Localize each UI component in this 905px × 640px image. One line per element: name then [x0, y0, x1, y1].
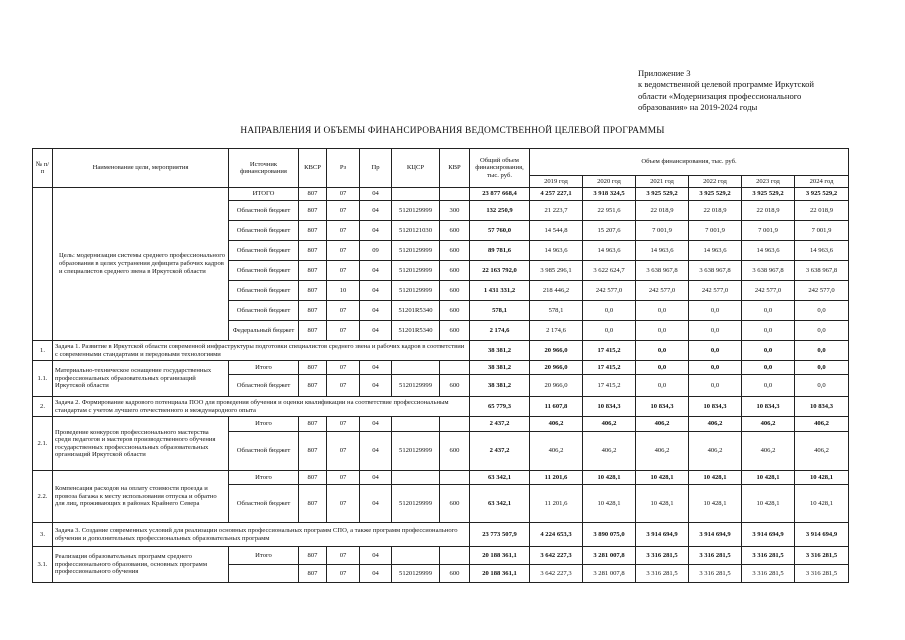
- task-description: Задача 2. Формирование кадрового потенциала ПОО для проведения обучения и оценки квалификации на соответствие профессиональным стандартам с учетом лучшего отечественного и международного опыта: [53, 397, 470, 417]
- year-value-cell: 0,0: [742, 361, 795, 375]
- table-row: [33, 397, 849, 417]
- kvsr-cell: 807: [299, 417, 327, 432]
- ksr-cell: 51201R5340: [392, 301, 440, 321]
- task-year-value: 3 890 075,0: [583, 523, 636, 547]
- kvr-cell: [440, 361, 470, 375]
- task-year-value: 0,0: [689, 341, 742, 361]
- pr-cell: 04: [360, 261, 392, 281]
- measure-num: 1.1.: [33, 361, 53, 397]
- year-value-cell: 14 963,6: [583, 241, 636, 261]
- source-cell: Областной бюджет: [229, 261, 299, 281]
- ksr-cell: [392, 361, 440, 375]
- task-total: 23 773 507,9: [470, 523, 530, 547]
- year-value-cell: 3 925 529,2: [795, 188, 849, 201]
- rz-cell: 07: [327, 301, 360, 321]
- year-value-cell: 0,0: [689, 375, 742, 397]
- year-value-cell: 14 963,6: [689, 241, 742, 261]
- year-value-cell: 10 428,1: [636, 485, 689, 523]
- year-value-cell: 2 174,6: [530, 321, 583, 341]
- year-value-cell: 10 428,1: [742, 485, 795, 523]
- header-num: № п/п: [33, 149, 53, 188]
- year-value-cell: 406,2: [636, 432, 689, 471]
- task-year-value: 0,0: [795, 341, 849, 361]
- kvsr-cell: 807: [299, 221, 327, 241]
- total-cell: 38 381,2: [470, 375, 530, 397]
- year-value-cell: 7 001,9: [742, 221, 795, 241]
- ksr-cell: 5120129999: [392, 241, 440, 261]
- task-year-value: 3 914 694,9: [795, 523, 849, 547]
- year-value-cell: 17 415,2: [583, 361, 636, 375]
- year-value-cell: 10 428,1: [583, 471, 636, 485]
- pr-cell: 04: [360, 188, 392, 201]
- year-value-cell: 4 257 227,1: [530, 188, 583, 201]
- task-year-value: 20 966,0: [530, 341, 583, 361]
- ksr-cell: [392, 188, 440, 201]
- year-value-cell: 3 622 624,7: [583, 261, 636, 281]
- year-value-cell: 22 951,6: [583, 201, 636, 221]
- kvsr-cell: 807: [299, 375, 327, 397]
- measure-description: Реализация образовательных программ среднего профессионального образования, основных программ профессионального обучения: [53, 547, 229, 583]
- table-row: [33, 361, 849, 375]
- task-year-value: 11 607,8: [530, 397, 583, 417]
- year-value-cell: 3 638 967,8: [742, 261, 795, 281]
- task-description: Задача 1. Развитие в Иркутской области современной инфраструктуры подготовки специалистов среднего звена и рабочих кадров в соответствии с современными стандартами и передовыми технологиями: [53, 341, 470, 361]
- measure-description: Проведение конкурсов профессионального мастерства среди педагогов и мастеров производственного обучения государственных профессиональных образовательных организаций Иркутской области: [53, 417, 229, 471]
- header-kvr: КВР: [440, 149, 470, 188]
- kvr-cell: 600: [440, 485, 470, 523]
- pr-cell: 04: [360, 471, 392, 485]
- year-value-cell: 3 316 281,5: [689, 547, 742, 565]
- source-cell: [229, 565, 299, 583]
- pr-cell: 09: [360, 241, 392, 261]
- kvsr-cell: 807: [299, 432, 327, 471]
- ksr-cell: [392, 471, 440, 485]
- kvr-cell: [440, 547, 470, 565]
- ksr-cell: 51201R5340: [392, 321, 440, 341]
- pr-cell: 04: [360, 301, 392, 321]
- kvr-cell: 600: [440, 301, 470, 321]
- year-value-cell: 242 577,0: [583, 281, 636, 301]
- ksr-cell: 5120129999: [392, 565, 440, 583]
- document-title: НАПРАВЛЕНИЯ И ОБЪЕМЫ ФИНАНСИРОВАНИЯ ВЕДОМСТВЕННОЙ ЦЕЛЕВОЙ ПРОГРАММЫ: [240, 126, 665, 136]
- total-cell: 20 188 361,1: [470, 565, 530, 583]
- table-row: [33, 547, 849, 565]
- kvr-cell: [440, 188, 470, 201]
- measure-num: 2.1.: [33, 417, 53, 471]
- pr-cell: 04: [360, 547, 392, 565]
- task-year-value: 3 914 694,9: [689, 523, 742, 547]
- source-cell: Итого: [229, 471, 299, 485]
- year-value-cell: 10 428,1: [795, 471, 849, 485]
- source-cell: Областной бюджет: [229, 485, 299, 523]
- task-total: 65 779,3: [470, 397, 530, 417]
- total-cell: 2 174,6: [470, 321, 530, 341]
- task-year-value: 10 834,3: [583, 397, 636, 417]
- kvr-cell: 600: [440, 261, 470, 281]
- appendix-line: к ведомственной целевой программе Иркутской: [638, 79, 814, 90]
- year-value-cell: 7 001,9: [636, 221, 689, 241]
- year-value-cell: 3 281 007,8: [583, 565, 636, 583]
- ksr-cell: [392, 547, 440, 565]
- year-value-cell: 14 963,6: [636, 241, 689, 261]
- source-cell: Областной бюджет: [229, 221, 299, 241]
- total-cell: 57 760,0: [470, 221, 530, 241]
- table-body: [33, 188, 849, 583]
- header-year: 2022 год: [689, 176, 742, 188]
- year-value-cell: 10 428,1: [742, 471, 795, 485]
- year-value-cell: 3 918 324,5: [583, 188, 636, 201]
- rz-cell: 07: [327, 201, 360, 221]
- year-value-cell: 0,0: [636, 321, 689, 341]
- year-value-cell: 3 316 281,5: [636, 547, 689, 565]
- table-row: [33, 188, 849, 201]
- kvr-cell: 600: [440, 281, 470, 301]
- year-value-cell: 11 201,6: [530, 471, 583, 485]
- measure-description: Материально-техническое оснащение государственных профессиональных образовательных организаций Иркутской области: [53, 361, 229, 397]
- source-cell: Итого: [229, 361, 299, 375]
- header-rz: Рз: [327, 149, 360, 188]
- task-description: Задача 3. Создание современных условий для реализации основных профессиональных программ СПО, а также программ профессионального обучения и дополнительных профессиональных образовательных программ: [53, 523, 470, 547]
- year-value-cell: 0,0: [795, 321, 849, 341]
- year-value-cell: 3 316 281,5: [795, 565, 849, 583]
- year-value-cell: 22 018,9: [636, 201, 689, 221]
- year-value-cell: 406,2: [583, 417, 636, 432]
- year-value-cell: 0,0: [636, 375, 689, 397]
- header-year: 2019 год: [530, 176, 583, 188]
- total-cell: 23 877 668,4: [470, 188, 530, 201]
- year-value-cell: 0,0: [689, 301, 742, 321]
- kvsr-cell: 807: [299, 547, 327, 565]
- year-value-cell: 10 428,1: [583, 485, 636, 523]
- year-value-cell: 3 316 281,5: [689, 565, 742, 583]
- year-value-cell: 3 281 007,8: [583, 547, 636, 565]
- pr-cell: 04: [360, 485, 392, 523]
- header-source: Источник финансирования: [229, 149, 299, 188]
- year-value-cell: 0,0: [795, 301, 849, 321]
- year-value-cell: 0,0: [742, 375, 795, 397]
- kvsr-cell: 807: [299, 201, 327, 221]
- rz-cell: 07: [327, 485, 360, 523]
- kvsr-cell: 807: [299, 485, 327, 523]
- task-num: 3.: [33, 523, 53, 547]
- header-year: 2020 год: [583, 176, 636, 188]
- year-value-cell: 20 966,0: [530, 375, 583, 397]
- ksr-cell: [392, 417, 440, 432]
- kvsr-cell: 807: [299, 261, 327, 281]
- year-value-cell: 21 223,7: [530, 201, 583, 221]
- task-year-value: 0,0: [742, 341, 795, 361]
- year-value-cell: 242 577,0: [795, 281, 849, 301]
- kvr-cell: 600: [440, 321, 470, 341]
- task-year-value: 4 224 653,3: [530, 523, 583, 547]
- ksr-cell: 5120129999: [392, 375, 440, 397]
- rz-cell: 07: [327, 361, 360, 375]
- kvr-cell: 600: [440, 375, 470, 397]
- year-value-cell: 406,2: [795, 417, 849, 432]
- task-year-value: 3 914 694,9: [742, 523, 795, 547]
- year-value-cell: 406,2: [636, 417, 689, 432]
- rz-cell: 07: [327, 432, 360, 471]
- rz-cell: 07: [327, 321, 360, 341]
- kvr-cell: 600: [440, 565, 470, 583]
- source-cell: Областной бюджет: [229, 432, 299, 471]
- source-cell: Областной бюджет: [229, 281, 299, 301]
- year-value-cell: 3 638 967,8: [636, 261, 689, 281]
- year-value-cell: 3 642 227,3: [530, 547, 583, 565]
- source-cell: Итого: [229, 417, 299, 432]
- ksr-cell: 5120129999: [392, 485, 440, 523]
- measure-description: Компенсация расходов на оплату стоимости проезда и провоза багажа к месту использования отпуска и обратно для лиц, проживающих в районах Крайнего Севера: [53, 471, 229, 523]
- kvsr-cell: 807: [299, 188, 327, 201]
- year-value-cell: 20 966,0: [530, 361, 583, 375]
- header-year: 2023 год: [742, 176, 795, 188]
- year-value-cell: 3 925 529,2: [636, 188, 689, 201]
- ksr-cell: 5120121030: [392, 221, 440, 241]
- goal-description: Цель: модернизация системы среднего профессионального образования в целях устранения дефицита рабочих кадров и специалистов среднего звена в Иркутской области: [53, 188, 229, 341]
- total-cell: 63 342,1: [470, 485, 530, 523]
- year-value-cell: 10 428,1: [636, 471, 689, 485]
- pr-cell: 04: [360, 321, 392, 341]
- task-year-value: 10 834,3: [742, 397, 795, 417]
- rz-cell: 07: [327, 241, 360, 261]
- total-cell: 22 163 792,0: [470, 261, 530, 281]
- kvsr-cell: 807: [299, 281, 327, 301]
- year-value-cell: 0,0: [795, 375, 849, 397]
- year-value-cell: 3 925 529,2: [742, 188, 795, 201]
- total-cell: 2 437,2: [470, 432, 530, 471]
- table-row: [33, 417, 849, 432]
- source-cell: ИТОГО: [229, 188, 299, 201]
- appendix-line: образования» на 2019-2024 годы: [638, 102, 758, 113]
- total-cell: 2 437,2: [470, 417, 530, 432]
- year-value-cell: 3 316 281,5: [795, 547, 849, 565]
- year-value-cell: 3 316 281,5: [636, 565, 689, 583]
- pr-cell: 04: [360, 281, 392, 301]
- year-value-cell: 10 428,1: [689, 485, 742, 523]
- pr-cell: 04: [360, 201, 392, 221]
- measure-num: 3.1.: [33, 547, 53, 583]
- year-value-cell: 3 316 281,5: [742, 547, 795, 565]
- total-cell: 20 188 361,1: [470, 547, 530, 565]
- year-value-cell: 22 018,9: [742, 201, 795, 221]
- year-value-cell: 14 544,8: [530, 221, 583, 241]
- kvsr-cell: 807: [299, 301, 327, 321]
- kvr-cell: 300: [440, 201, 470, 221]
- appendix-note: [638, 68, 878, 114]
- year-value-cell: 3 925 529,2: [689, 188, 742, 201]
- rz-cell: 07: [327, 547, 360, 565]
- header-name: Наименование цели, мероприятия: [53, 149, 229, 188]
- year-value-cell: 242 577,0: [636, 281, 689, 301]
- pr-cell: 04: [360, 417, 392, 432]
- year-value-cell: 3 638 967,8: [689, 261, 742, 281]
- year-value-cell: 578,1: [530, 301, 583, 321]
- financing-table: [32, 148, 849, 583]
- header-kvsr: КВСР: [299, 149, 327, 188]
- kvr-cell: [440, 471, 470, 485]
- task-year-value: 17 415,2: [583, 341, 636, 361]
- year-value-cell: 406,2: [583, 432, 636, 471]
- ksr-cell: 5120129999: [392, 201, 440, 221]
- header-volume: Объем финансирования, тыс. руб.: [530, 149, 849, 176]
- year-value-cell: 7 001,9: [689, 221, 742, 241]
- rz-cell: 07: [327, 471, 360, 485]
- year-value-cell: 242 577,0: [742, 281, 795, 301]
- task-year-value: 0,0: [636, 341, 689, 361]
- year-value-cell: 3 985 296,1: [530, 261, 583, 281]
- kvsr-cell: 807: [299, 241, 327, 261]
- year-value-cell: 406,2: [530, 417, 583, 432]
- year-value-cell: 14 963,6: [742, 241, 795, 261]
- year-value-cell: 0,0: [636, 301, 689, 321]
- task-year-value: 10 834,3: [689, 397, 742, 417]
- source-cell: Областной бюджет: [229, 375, 299, 397]
- year-value-cell: 0,0: [689, 321, 742, 341]
- year-value-cell: 3 316 281,5: [742, 565, 795, 583]
- kvsr-cell: 807: [299, 565, 327, 583]
- source-cell: Областной бюджет: [229, 301, 299, 321]
- source-cell: Областной бюджет: [229, 241, 299, 261]
- kvsr-cell: 807: [299, 361, 327, 375]
- year-value-cell: 406,2: [530, 432, 583, 471]
- year-value-cell: 406,2: [742, 417, 795, 432]
- year-value-cell: 0,0: [742, 301, 795, 321]
- total-cell: 63 342,1: [470, 471, 530, 485]
- kvr-cell: 600: [440, 432, 470, 471]
- kvsr-cell: 807: [299, 321, 327, 341]
- year-value-cell: 406,2: [742, 432, 795, 471]
- total-cell: 1 431 331,2: [470, 281, 530, 301]
- year-value-cell: 22 018,9: [689, 201, 742, 221]
- year-value-cell: 406,2: [689, 417, 742, 432]
- header-year: 2024 год: [795, 176, 849, 188]
- year-value-cell: 15 207,6: [583, 221, 636, 241]
- year-value-cell: 10 428,1: [689, 471, 742, 485]
- header-year: 2021 год: [636, 176, 689, 188]
- task-year-value: 3 914 694,9: [636, 523, 689, 547]
- kvr-cell: [440, 417, 470, 432]
- year-value-cell: 11 201,6: [530, 485, 583, 523]
- kvr-cell: 600: [440, 221, 470, 241]
- year-value-cell: 14 963,6: [530, 241, 583, 261]
- year-value-cell: 406,2: [795, 432, 849, 471]
- year-value-cell: 0,0: [583, 321, 636, 341]
- year-value-cell: 3 642 227,3: [530, 565, 583, 583]
- appendix-line: Приложение 3: [638, 68, 691, 78]
- table-row: [33, 523, 849, 547]
- table-row: [33, 471, 849, 485]
- rz-cell: 07: [327, 417, 360, 432]
- year-value-cell: 0,0: [795, 361, 849, 375]
- year-value-cell: 22 018,9: [795, 201, 849, 221]
- header-pr: Пр: [360, 149, 392, 188]
- appendix-line: области «Модернизация профессионального: [638, 90, 802, 101]
- kvr-cell: 600: [440, 241, 470, 261]
- year-value-cell: 0,0: [636, 361, 689, 375]
- year-value-cell: 0,0: [689, 361, 742, 375]
- task-year-value: 10 834,3: [636, 397, 689, 417]
- source-cell: Областной бюджет: [229, 201, 299, 221]
- rz-cell: 07: [327, 375, 360, 397]
- task-num: 1.: [33, 341, 53, 361]
- task-year-value: 10 834,3: [795, 397, 849, 417]
- pr-cell: 04: [360, 432, 392, 471]
- pr-cell: 04: [360, 221, 392, 241]
- total-cell: 578,1: [470, 301, 530, 321]
- header-ksr: КЦСР: [392, 149, 440, 188]
- source-cell: Итого: [229, 547, 299, 565]
- rz-cell: 07: [327, 565, 360, 583]
- pr-cell: 04: [360, 361, 392, 375]
- ksr-cell: 5120129999: [392, 281, 440, 301]
- rz-cell: 07: [327, 188, 360, 201]
- ksr-cell: 5120129999: [392, 261, 440, 281]
- pr-cell: 04: [360, 375, 392, 397]
- year-value-cell: 218 446,2: [530, 281, 583, 301]
- rz-cell: 07: [327, 221, 360, 241]
- total-cell: 132 250,9: [470, 201, 530, 221]
- header-total: Общий объем финансирования, тыс. руб.: [470, 149, 530, 188]
- year-value-cell: 7 001,9: [795, 221, 849, 241]
- num-cell: [33, 188, 53, 341]
- total-cell: 38 381,2: [470, 361, 530, 375]
- rz-cell: 10: [327, 281, 360, 301]
- year-value-cell: 406,2: [689, 432, 742, 471]
- kvsr-cell: 807: [299, 471, 327, 485]
- year-value-cell: 3 638 967,8: [795, 261, 849, 281]
- year-value-cell: 17 415,2: [583, 375, 636, 397]
- table-row: [33, 341, 849, 361]
- ksr-cell: 5120129999: [392, 432, 440, 471]
- rz-cell: 07: [327, 261, 360, 281]
- year-value-cell: 0,0: [583, 301, 636, 321]
- year-value-cell: 10 428,1: [795, 485, 849, 523]
- source-cell: Федеральный бюджет: [229, 321, 299, 341]
- year-value-cell: 14 963,6: [795, 241, 849, 261]
- pr-cell: 04: [360, 565, 392, 583]
- year-value-cell: 0,0: [742, 321, 795, 341]
- year-value-cell: 242 577,0: [689, 281, 742, 301]
- total-cell: 89 781,6: [470, 241, 530, 261]
- task-num: 2.: [33, 397, 53, 417]
- task-total: 38 381,2: [470, 341, 530, 361]
- measure-num: 2.2.: [33, 471, 53, 523]
